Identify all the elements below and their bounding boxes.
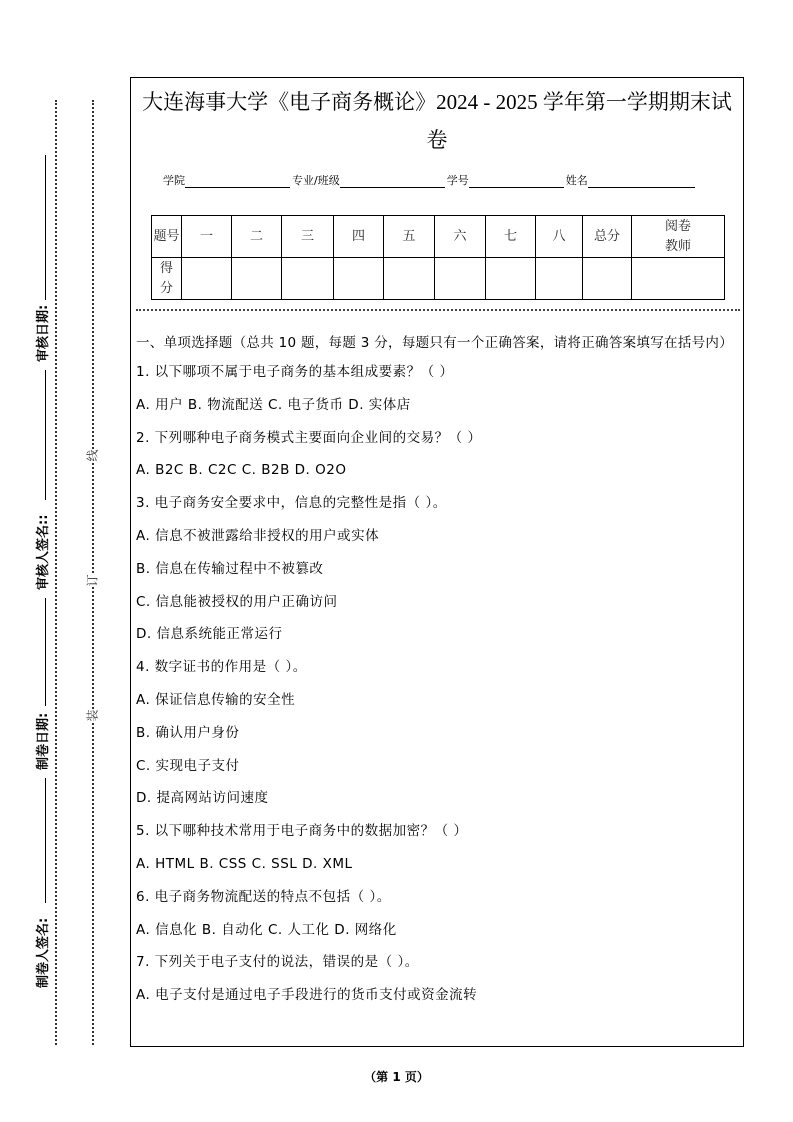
question-option: A. HTML B. CSS C. SSL D. XML bbox=[136, 855, 353, 872]
reviewer-signature-line bbox=[45, 370, 46, 500]
college-field[interactable] bbox=[185, 173, 290, 188]
question-option: A. 用户 B. 物流配送 C. 电子货币 D. 实体店 bbox=[136, 396, 411, 413]
score-cell[interactable] bbox=[232, 258, 282, 300]
question-option: C. 实现电子支付 bbox=[136, 757, 240, 774]
question-option: B. 信息在传输过程中不被篡改 bbox=[136, 560, 324, 577]
score-cell[interactable] bbox=[384, 258, 435, 300]
maker-signature-line bbox=[45, 778, 46, 903]
name-field[interactable] bbox=[588, 173, 695, 188]
question-stem: 6. 电子商务物流配送的特点不包括（ ）。 bbox=[136, 888, 391, 905]
header-cell: 六 bbox=[435, 216, 486, 258]
binding-char-zhuang: 装 bbox=[85, 709, 100, 722]
question-stem: 5. 以下哪种技术常用于电子商务中的数据加密？（ ） bbox=[136, 823, 468, 840]
score-table-score-row bbox=[152, 258, 725, 300]
row-label-question-no: 题号 bbox=[152, 216, 182, 258]
header-cell: 五 bbox=[384, 216, 435, 258]
question-option: B. 确认用户身份 bbox=[136, 724, 240, 741]
maker-date-label: 制卷日期: bbox=[36, 712, 51, 770]
review-date-label: 审核日期: bbox=[36, 304, 51, 362]
score-table-header-row bbox=[152, 216, 725, 258]
header-cell: 三 bbox=[282, 216, 334, 258]
section-header: 一、单项选择题（总共 10 题，每题 3 分，每题只有一个正确答案，请将正确答案填写在括号内） bbox=[136, 335, 734, 351]
dotted-separator bbox=[136, 309, 740, 311]
binding-dotted-line-inner bbox=[92, 100, 94, 1045]
header-cell: 二 bbox=[232, 216, 282, 258]
header-cell: 七 bbox=[486, 216, 536, 258]
score-table bbox=[151, 215, 725, 300]
college-label: 学院 bbox=[163, 174, 185, 187]
student-id-label: 学号 bbox=[446, 174, 469, 187]
score-cell[interactable] bbox=[334, 258, 384, 300]
exam-title-continued: 卷 bbox=[426, 128, 448, 152]
reviewer-signature-label: 审核人签名:: bbox=[36, 514, 51, 590]
questions-content bbox=[136, 332, 742, 1017]
binding-char-xian: 线 bbox=[85, 449, 100, 462]
header-cell: 八 bbox=[536, 216, 583, 258]
score-cell[interactable] bbox=[536, 258, 583, 300]
student-id-field[interactable] bbox=[469, 173, 564, 188]
question-lines bbox=[136, 361, 742, 1017]
score-cell[interactable] bbox=[282, 258, 334, 300]
score-cell[interactable] bbox=[182, 258, 232, 300]
question-option: D. 提高网站访问速度 bbox=[136, 790, 269, 807]
major-class-field[interactable] bbox=[340, 173, 445, 188]
header-cell: 总分 bbox=[583, 216, 632, 258]
question-option: A. 信息化 B. 自动化 C. 人工化 D. 网络化 bbox=[136, 921, 397, 938]
binding-dotted-line-outer bbox=[55, 100, 57, 1045]
major-class-label: 专业/班级 bbox=[292, 174, 340, 187]
question-option: A. 电子支付是通过电子手段进行的货币支付或资金流转 bbox=[136, 987, 478, 1004]
question-option: A. B2C B. C2C C. B2B D. O2O bbox=[136, 462, 347, 479]
question-stem: 2. 下列哪种电子商务模式主要面向企业间的交易？（ ） bbox=[136, 429, 482, 446]
student-info-row bbox=[163, 172, 697, 188]
score-cell[interactable] bbox=[486, 258, 536, 300]
review-date-line bbox=[45, 155, 46, 300]
score-cell[interactable] bbox=[435, 258, 486, 300]
question-option: A. 信息不被泄露给非授权的用户或实体 bbox=[136, 527, 380, 544]
binding-char-ding: 订 bbox=[85, 574, 100, 587]
score-cell[interactable] bbox=[583, 258, 632, 300]
exam-title: 大连海事大学《电子商务概论》2024 - 2025 学年第一学期期末试 bbox=[142, 90, 732, 114]
question-stem: 7. 下列关于电子支付的说法，错误的是（ ）。 bbox=[136, 954, 419, 971]
question-option: D. 信息系统能正常运行 bbox=[136, 626, 283, 643]
question-option: A. 保证信息传输的安全性 bbox=[136, 691, 296, 708]
page-number: （第 1 页） bbox=[364, 1070, 429, 1084]
question-stem: 1. 以下哪项不属于电子商务的基本组成要素？（ ） bbox=[136, 364, 454, 380]
score-cell[interactable] bbox=[632, 258, 725, 300]
question-option: C. 信息能被授权的用户正确访问 bbox=[136, 593, 338, 610]
name-label: 姓名 bbox=[565, 174, 588, 187]
row-label-score: 得分 bbox=[152, 258, 182, 300]
question-stem: 3. 电子商务安全要求中，信息的完整性是指（ ）。 bbox=[136, 495, 447, 512]
maker-signature-label: 制卷人签名: bbox=[36, 917, 51, 988]
header-cell-grader: 阅卷教师 bbox=[632, 216, 725, 258]
maker-date-line bbox=[45, 598, 46, 706]
header-cell: 一 bbox=[182, 216, 232, 258]
header-cell: 四 bbox=[334, 216, 384, 258]
question-stem: 4. 数字证书的作用是（ ）。 bbox=[136, 659, 307, 676]
